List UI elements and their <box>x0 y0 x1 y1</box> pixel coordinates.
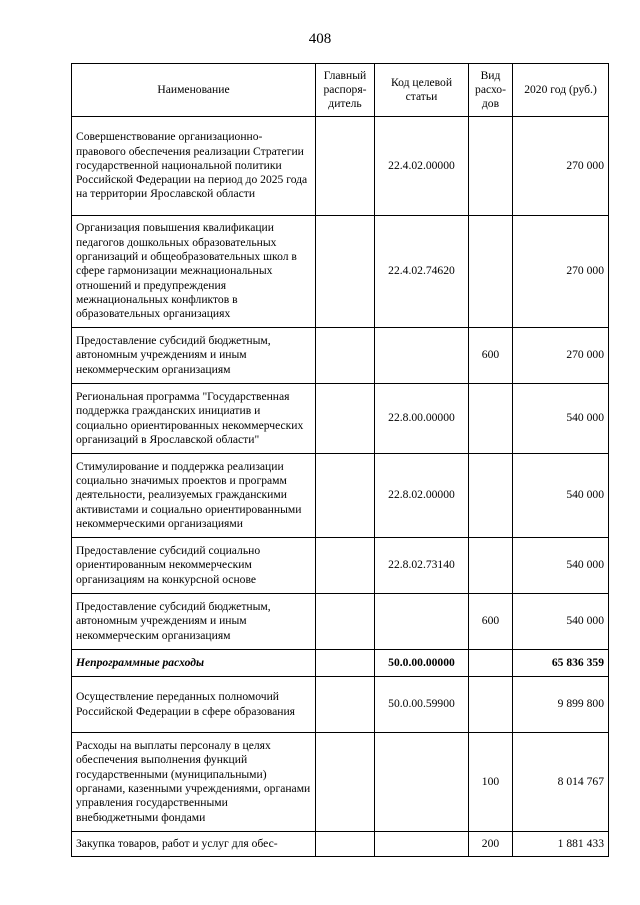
table-body <box>72 117 609 857</box>
cell-target-code: 22.4.02.74620 <box>375 216 469 328</box>
page-number: 408 <box>308 31 332 47</box>
cell-main-manager <box>316 832 375 857</box>
cell-sum: 1 881 433 <box>513 832 609 857</box>
cell-sum: 540 000 <box>513 538 609 594</box>
cell-target-code: 22.4.02.00000 <box>375 117 469 216</box>
cell-expense-kind <box>469 216 513 328</box>
table-row <box>72 216 609 328</box>
cell-expense-kind: 200 <box>469 832 513 857</box>
table-row <box>72 594 609 650</box>
cell-main-manager <box>316 538 375 594</box>
table-row <box>72 328 609 384</box>
cell-expense-kind <box>469 117 513 216</box>
cell-main-manager <box>316 216 375 328</box>
cell-name: Закупка товаров, работ и услуг для обес- <box>72 832 316 857</box>
cell-expense-kind <box>469 454 513 538</box>
table-row <box>72 733 609 832</box>
cell-expense-kind: 100 <box>469 733 513 832</box>
cell-main-manager <box>316 677 375 733</box>
cell-main-manager <box>316 117 375 216</box>
cell-sum: 540 000 <box>513 594 609 650</box>
cell-expense-kind: 600 <box>469 594 513 650</box>
cell-expense-kind <box>469 650 513 677</box>
header-year-sum: 2020 год (руб.) <box>513 64 609 117</box>
cell-expense-kind: 600 <box>469 328 513 384</box>
cell-main-manager <box>316 650 375 677</box>
cell-name: Предоставление субсидий бюджетным, автономным учреждениям и иным некоммерческим организациям <box>72 594 316 650</box>
cell-sum: 8 014 767 <box>513 733 609 832</box>
cell-target-code: 22.8.02.00000 <box>375 454 469 538</box>
cell-name: Организация повышения квалификации педагогов дошкольных образовательных организаций и общеобразовательных школ в сфере гармонизации межнациональных отношений и предупреждения межнациональных конфликтов в образовательных организациях <box>72 216 316 328</box>
cell-main-manager <box>316 594 375 650</box>
header-target-code: Код целевой статьи <box>375 64 469 117</box>
cell-main-manager <box>316 733 375 832</box>
cell-target-code <box>375 328 469 384</box>
cell-sum: 9 899 800 <box>513 677 609 733</box>
cell-main-manager <box>316 454 375 538</box>
cell-name: Совершенствование организационно-правового обеспечения реализации Стратегии государственной национальной политики Российской Федерации на период до 2025 года на территории Ярославской области <box>72 117 316 216</box>
table-row <box>72 650 609 677</box>
cell-target-code: 22.8.02.73140 <box>375 538 469 594</box>
cell-sum: 270 000 <box>513 117 609 216</box>
header-main-manager: Главный распоря-дитель <box>316 64 375 117</box>
cell-main-manager <box>316 328 375 384</box>
cell-main-manager <box>316 384 375 454</box>
cell-target-code <box>375 594 469 650</box>
cell-name: Стимулирование и поддержка реализации социально значимых проектов и программ деятельности, реализуемых гражданскими активистами и социально ориентированными некоммерческими организациями <box>72 454 316 538</box>
cell-expense-kind <box>469 538 513 594</box>
header-name: Наименование <box>72 64 316 117</box>
cell-target-code: 50.0.00.00000 <box>375 650 469 677</box>
cell-expense-kind <box>469 384 513 454</box>
table-row <box>72 117 609 216</box>
cell-sum: 540 000 <box>513 454 609 538</box>
budget-table <box>71 63 609 857</box>
cell-name: Осуществление переданных полномочий Российской Федерации в сфере образования <box>72 677 316 733</box>
cell-sum: 65 836 359 <box>513 650 609 677</box>
cell-target-code <box>375 832 469 857</box>
cell-name: Предоставление субсидий социально ориентированным некоммерческим организациям на конкурсной основе <box>72 538 316 594</box>
cell-name: Предоставление субсидий бюджетным, автономным учреждениям и иным некоммерческим организациям <box>72 328 316 384</box>
table-row <box>72 538 609 594</box>
cell-sum: 270 000 <box>513 216 609 328</box>
table-row <box>72 677 609 733</box>
cell-target-code <box>375 733 469 832</box>
cell-name: Региональная программа "Государственная поддержка гражданских инициатив и социально ориентированных некоммерческих организаций в Ярославской области" <box>72 384 316 454</box>
cell-expense-kind <box>469 677 513 733</box>
table-row <box>72 384 609 454</box>
cell-target-code: 50.0.00.59900 <box>375 677 469 733</box>
table-row <box>72 832 609 857</box>
table-header-row <box>72 64 609 117</box>
table-row <box>72 454 609 538</box>
cell-name: Расходы на выплаты персоналу в целях обеспечения выполнения функций государственными (муниципальными) органами, казенными учреждениями, органами управления государственными внебюджетными фондами <box>72 733 316 832</box>
cell-sum: 270 000 <box>513 328 609 384</box>
header-expense-kind: Вид расхо-дов <box>469 64 513 117</box>
cell-sum: 540 000 <box>513 384 609 454</box>
cell-name: Непрограммные расходы <box>72 650 316 677</box>
cell-target-code: 22.8.00.00000 <box>375 384 469 454</box>
